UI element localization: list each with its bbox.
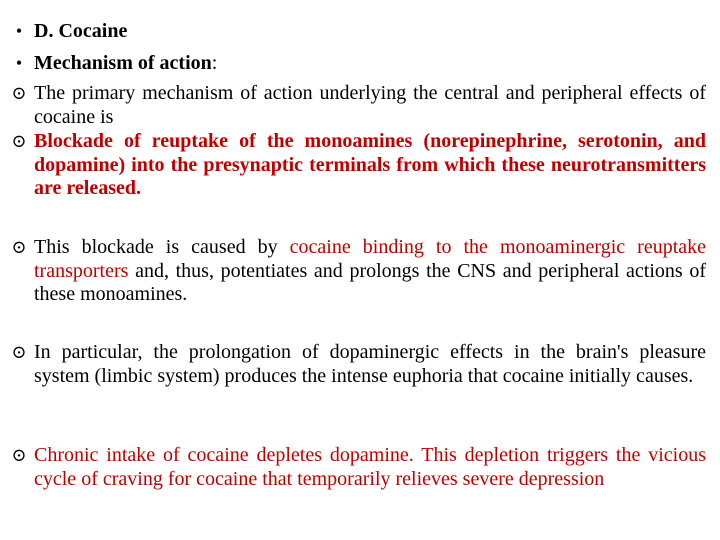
circle-bullet-icon: ⊙ bbox=[11, 83, 27, 103]
blockade-cause-part1: This blockade is caused by bbox=[34, 236, 290, 258]
chronic-intake-text: Chronic intake of cocaine depletes dopamine. This depletion triggers the vicious cycle of craving for cocaine that temporarily relieves severe depression bbox=[34, 444, 706, 490]
mechanism-colon: : bbox=[211, 52, 218, 74]
dopaminergic-text: In particular, the prolongation of dopaminergic effects in the brain's pleasure system (limbic system) produces the intense euphoria that cocaine initially causes. bbox=[34, 341, 706, 387]
heading-text: D. Cocaine bbox=[34, 20, 128, 42]
disc-bullet-icon: • bbox=[15, 53, 23, 73]
blockade-cause-part3: and, thus, potentiates and prolongs the CNS and peripheral actions of these monoamines. bbox=[34, 259, 706, 305]
blockade-cause-text bbox=[34, 236, 706, 307]
circle-bullet-icon: ⊙ bbox=[11, 445, 27, 465]
blockade-cause-red-part: cocaine binding to the monoaminergic reuptake transporters bbox=[34, 236, 707, 282]
circle-bullet-icon: ⊙ bbox=[11, 342, 27, 362]
circle-bullet-icon: ⊙ bbox=[11, 131, 27, 151]
primary-mechanism-text: The primary mechanism of action underlying the central and peripheral effects of cocaine is bbox=[34, 82, 706, 128]
blockade-text: Blockade of reuptake of the monoamines (norepinephrine, serotonin, and dopamine) into the presynaptic terminals from which these neurotransmitters are released. bbox=[34, 130, 706, 199]
mechanism-label: Mechanism of action bbox=[34, 52, 212, 74]
mechanism-label-line bbox=[34, 52, 706, 76]
disc-bullet-icon: • bbox=[15, 21, 23, 41]
circle-bullet-icon: ⊙ bbox=[11, 237, 27, 257]
